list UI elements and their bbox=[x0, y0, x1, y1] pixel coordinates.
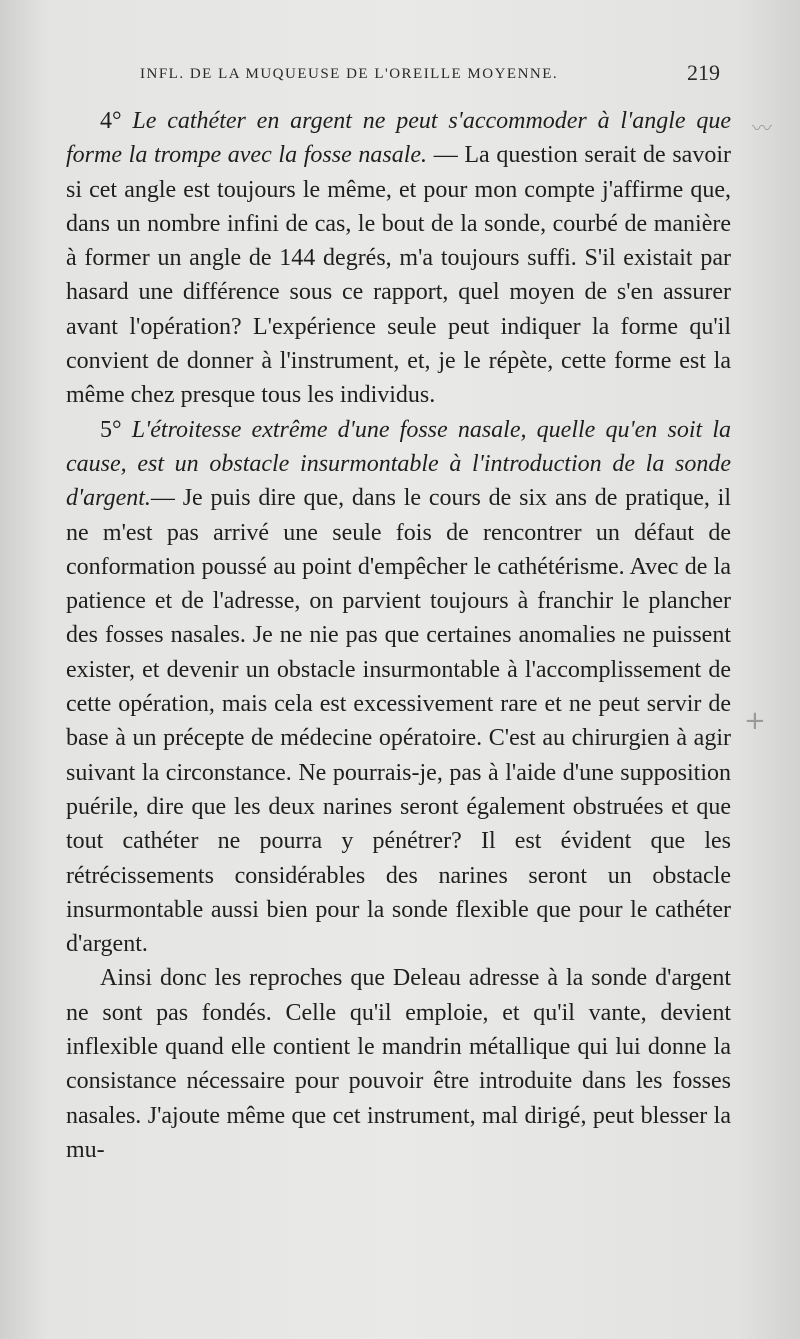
body-text bbox=[66, 104, 731, 1167]
paragraph-4-heading: Le cathéter en argent ne peut s'accommoder à l'angle que forme la trompe avec la fosse nasale. bbox=[66, 108, 731, 169]
paragraph-4-body: — La question serait de savoir si cet angle est toujours le même, et pour mon compte j'affirme que, dans un nombre infini de cas, le bout de la sonde, courbé de manière à former un angle de 144 degrés, m'a toujours suffi. S'il existait par hasard une différence sous ce rapport, quel moyen de s'en assurer avant l'opération? L'expérience seule peut indiquer la forme qu'il convient de donner à l'instrument, et, je le répète, cette forme est la même chez presque tous les individus. bbox=[66, 142, 731, 409]
running-head-title: INFL. DE LA MUQUEUSE DE L'OREILLE MOYENNE. bbox=[140, 66, 559, 82]
paragraph-5-body: — Je puis dire que, dans le cours de six ans de pratique, il ne m'est pas arrivé une seule fois de rencontrer un défaut de conformation poussé au point d'empêcher le cathétérisme. Avec de la patience et de l'adresse, on parvient toujours à franchir le plancher des fosses nasales. Je ne nie pas que certaines anomalies ne puissent exister, et devenir un obstacle insurmontable à l'accomplissement de cette opération, mais cela est excessivement rare et ne peut servir de base à un précepte de médecine opératoire. C'est au chirurgien à agir suivant la circonstance. Ne pourrais-je, pas à l'aide d'une supposition puérile, dire que les deux narines seront également obstruées et que tout cathéter ne pourra y pénétrer? Il est évident que les rétrécissements considérables des narines seront un obstacle insurmontable aussi bien pour la sonde flexible que pour le cathéter d'argent. bbox=[66, 485, 731, 958]
margin-wave-mark-icon: 〰 bbox=[752, 116, 772, 140]
paragraph-conclusion bbox=[66, 961, 731, 1167]
paragraph-4-number: 4° bbox=[100, 108, 133, 134]
paragraph-5-number: 5° bbox=[100, 416, 132, 443]
paragraph-5-heading: L'étroitesse extrême d'une fosse nasale, quelle qu'en soit la cause, est un obstacle insurmontable à l'introduction de la sonde d'argent. bbox=[66, 416, 732, 512]
margin-plus-mark-icon: + bbox=[744, 706, 766, 736]
paragraph-5 bbox=[66, 413, 731, 962]
running-head bbox=[140, 60, 720, 90]
page-number: 219 bbox=[687, 60, 720, 85]
paragraph-conclusion-body: Ainsi donc les reproches que Deleau adresse à la sonde d'argent ne sont pas fondés. Celle qu'il emploie, et qu'il vante, devient inflexible quand elle contient le mandrin métallique qui lui donne la consistance nécessaire pour pouvoir être introduite dans les fosses nasales. J'ajoute même que cet instrument, mal dirigé, peut blesser la mu- bbox=[66, 965, 731, 1163]
paragraph-4 bbox=[66, 104, 731, 413]
